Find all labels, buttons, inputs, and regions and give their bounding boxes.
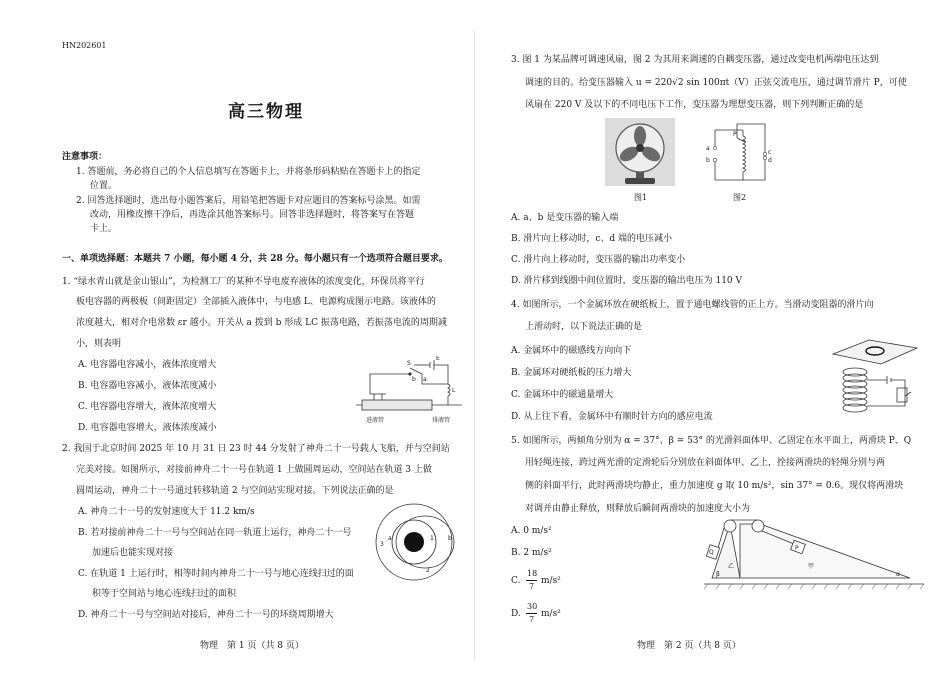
q4-option-d: D. 从上往下看，金属环中有顺时针方向的感应电流 xyxy=(511,412,713,422)
svg-text:α: α xyxy=(896,571,900,578)
q5-option-a: A. 0 m/s² xyxy=(511,526,552,536)
q2-stem: 2. 我国于北京时间 2025 年 10 月 31 日 23 时 44 分发射了神舟二十一号载人飞船，并与空间站 xyxy=(62,444,450,454)
q1-stem: 1. “绿水青山就是金山银山”，为检测工厂的某种不导电废弃液体的浓度变化，环保员将平行 xyxy=(62,277,425,287)
page-2-footer: 物理 第 2 页（共 8 页） xyxy=(637,641,741,651)
q2-orbit-figure xyxy=(374,500,460,586)
exam-page-2 xyxy=(475,0,950,688)
svg-text:b: b xyxy=(706,157,710,164)
svg-text:1: 1 xyxy=(430,535,434,542)
q5-option-c-label: C. xyxy=(511,576,521,586)
q3-transformer-figure xyxy=(703,118,775,190)
q5-option-c-numerator: 18 xyxy=(527,569,538,578)
q1-option-d: D. 电容器电容增大，液体浓度减小 xyxy=(78,423,217,433)
svg-text:3: 3 xyxy=(380,541,384,548)
q2-option-c-cont: 积等于空间站与地心连线扫过的面积 xyxy=(92,589,237,599)
svg-text:c: c xyxy=(768,149,772,156)
svg-text:d: d xyxy=(768,157,772,164)
svg-text:P: P xyxy=(733,131,737,138)
q5-stem: 5. 如图所示，两倾角分别为 α = 37°、β = 53° 的光滑斜面体甲、乙固定在水平面上，两滑块 P、Q xyxy=(511,436,912,446)
q2-stem-3: 圆周运动，神舟二十一号通过转移轨道 2 与空间站实现对接。下列说法正确的是 xyxy=(76,486,394,496)
q4-option-b: B. 金属环对硬纸板的压力增大 xyxy=(511,368,632,378)
q5-incline-figure xyxy=(700,512,928,590)
q4-solenoid-figure xyxy=(825,336,925,426)
q4-stem: 4. 如图所示，一个金属环放在硬纸板上，置于通电螺线管的正上方。当滑动变阻器的滑片向 xyxy=(511,300,874,310)
q5-option-c-unit: m/s² xyxy=(541,576,561,586)
q5-option-d-label: D. xyxy=(511,609,521,619)
svg-text:β: β xyxy=(716,571,720,578)
q2-option-c: C. 在轨道 1 上运行时，相等时间内神舟二十一号与地心连线扫过的面 xyxy=(78,569,354,579)
q3-fig2-caption: 图2 xyxy=(733,193,747,202)
svg-text:P: P xyxy=(795,545,799,552)
q4-stem-2: 上滑动时，以下说法正确的是 xyxy=(525,322,643,332)
q3-fan-figure xyxy=(605,118,675,190)
q5-option-c-denominator: 7 xyxy=(529,582,535,591)
q4-option-c: C. 金属环中的磁通量增大 xyxy=(511,390,614,400)
svg-text:S: S xyxy=(407,360,411,367)
svg-text:2: 2 xyxy=(426,567,430,574)
q5-fig-label-yi: 乙 xyxy=(728,563,735,570)
q1-stem-4: 小，则表明 xyxy=(76,339,122,349)
svg-text:a: a xyxy=(706,145,710,152)
q5-fig-label-jia: 甲 xyxy=(808,563,815,570)
notice-heading: 注意事项： xyxy=(62,152,108,162)
q3-option-a: A. a、b 是变压器的输入端 xyxy=(511,213,619,223)
q5-stem-2: 用轻绳连接，跨过两光滑的定滑轮后分别放在斜面体甲、乙上，拴接两滑块的轻绳分别与两 xyxy=(525,458,886,468)
q2-option-b-cont: 加速后也能实现对接 xyxy=(92,548,174,558)
q2-option-a: A. 神舟二十一号的发射速度大于 11.2 km/s xyxy=(78,507,255,517)
q3-fig1-caption: 图1 xyxy=(634,193,648,202)
q5-option-d-unit: m/s² xyxy=(541,609,561,619)
q1-option-b: B. 电容器电容减小，液体浓度减小 xyxy=(78,381,217,391)
q3-option-c: C. 滑片向上移动时，变压器的输出功率变小 xyxy=(511,255,686,265)
q4-option-a: A. 金属环中的磁感线方向向下 xyxy=(511,346,632,356)
svg-text:b: b xyxy=(448,535,452,542)
q1-fig-label-in: 进液管 xyxy=(366,417,385,424)
svg-text:Q: Q xyxy=(709,549,714,556)
svg-text:b: b xyxy=(412,376,416,383)
q1-option-c: C. 电容器电容增大，液体浓度增大 xyxy=(78,402,217,412)
q3-stem: 3. 图 1 为某品牌可调速风扇，图 2 为其用来调速的自耦变压器，通过改变电机两端电压达到 xyxy=(511,55,879,65)
paper-code: HN202601 xyxy=(62,41,107,50)
q5-option-b: B. 2 m/s² xyxy=(511,548,552,558)
section-heading: 一、单项选择题：本题共 7 小题，每小题 4 分，共 28 分。每小题只有一个选项符合题目要求。 xyxy=(62,254,448,264)
notice-item-2-cont: 改动，用橡皮擦干净后，再选涂其他答案标号。回答非选择题时，将答案写在答题 xyxy=(90,210,415,220)
q2-option-d: D. 神舟二十一号与空间站对接后，神舟二十一号的环绕周期增大 xyxy=(78,610,334,620)
notice-item-1-cont: 位置。 xyxy=(90,181,118,191)
q5-option-d-denominator: 7 xyxy=(529,615,535,624)
q3-option-b: B. 滑片向上移动时，c、d 端的电压减小 xyxy=(511,234,672,244)
q5-stem-3: 侧的斜面平行，此时两滑块均静止，重力加速度 g 取 10 m/s²，sin 37° = 0.6。现仅将两滑块 xyxy=(525,481,904,491)
svg-text:L: L xyxy=(452,387,456,394)
q1-fig-label-out: 排液管 xyxy=(432,417,451,424)
q5-stem-4: 对调并由静止释放，则释放后瞬间两滑块的加速度大小为 xyxy=(525,504,751,514)
svg-text:E: E xyxy=(436,356,440,362)
q3-stem-3: 风扇在 220 V 及以下的不同电压下工作，变压器为理想变压器，则下列判断正确的是 xyxy=(525,100,864,110)
q2-stem-2: 完美对接。如图所示，对接前神舟二十一号在轨道 1 上做圆周运动，空间站在轨道 3 上做 xyxy=(76,465,432,475)
q5-option-d-numerator: 30 xyxy=(527,602,538,611)
q1-circuit-figure xyxy=(352,356,472,424)
q3-option-d: D. 滑片移到线圈中间位置时，变压器的输出电压为 110 V xyxy=(511,276,743,286)
q1-option-a: A. 电容器电容减小，液体浓度增大 xyxy=(78,360,217,370)
svg-text:a: a xyxy=(423,376,427,383)
page-title: 高三物理 xyxy=(228,102,304,122)
svg-text:a: a xyxy=(388,535,392,542)
notice-item-1: 1. 答题前，务必将自己的个人信息填写在答题卡上，并将条形码粘贴在答题卡上的指定 xyxy=(76,167,421,177)
q3-stem-2: 调速的目的。给变压器输入 u = 220√2 sin 100πt（V）正弦交流电压，通过调节滑片 P，可使 xyxy=(525,78,907,88)
q1-stem-2: 板电容器的两极板（间距固定）全部插入液体中，与电感 L、电源构成图示电路。该液体的 xyxy=(76,297,436,307)
notice-item-2-end: 卡上。 xyxy=(90,224,118,234)
notice-item-2: 2. 回答选择题时，选出每小题答案后，用铅笔把答题卡对应题目的答案标号涂黑。如需 xyxy=(76,196,421,206)
q2-option-b: B. 若对接前神舟二十一号与空间站在同一轨道上运行，神舟二十一号 xyxy=(78,528,352,538)
q1-stem-3: 浓度越大，相对介电常数 εr 越小。开关从 a 拨到 b 形成 LC 振荡电路，若振荡电流的周期减 xyxy=(76,318,447,328)
page-1-footer: 物理 第 1 页（共 8 页） xyxy=(200,641,304,651)
